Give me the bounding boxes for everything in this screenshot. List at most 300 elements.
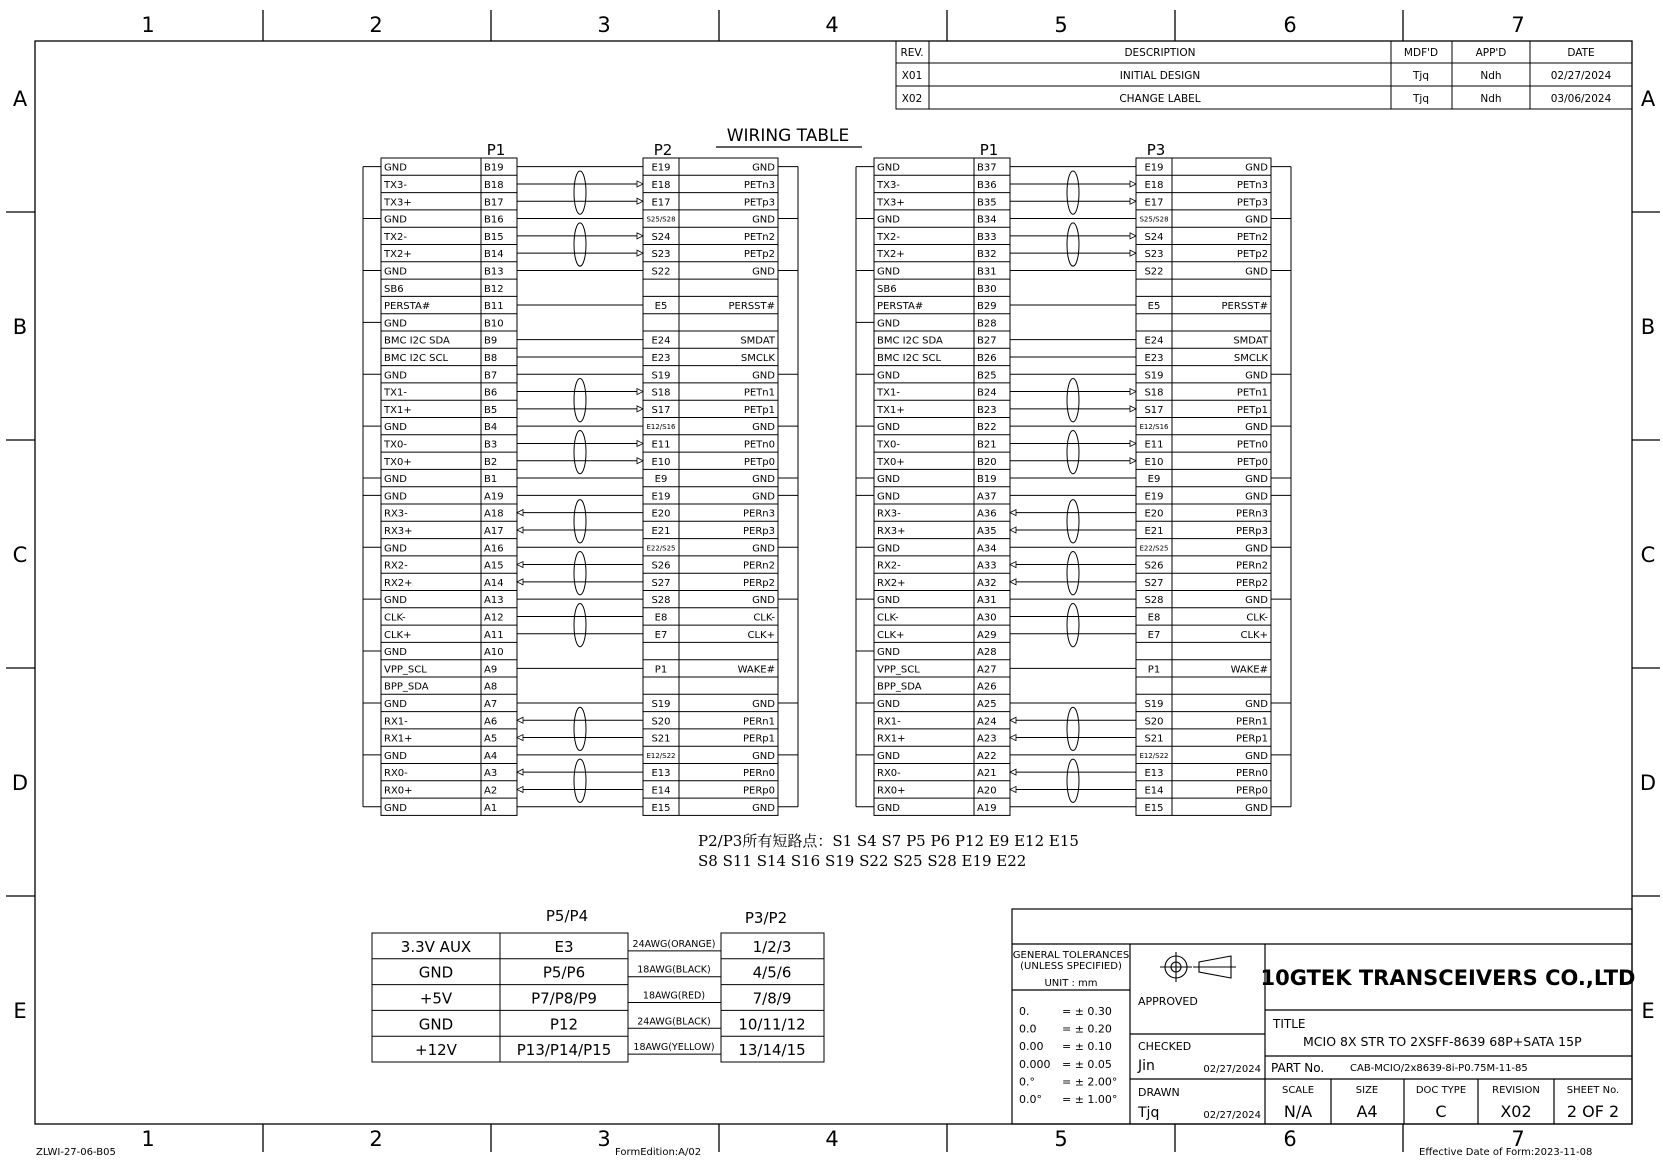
signal-arrow-icon xyxy=(637,250,643,256)
signal-label: RX0+ xyxy=(877,785,906,797)
connector-pin: S23 xyxy=(1144,249,1164,261)
tolerance-title-2: (UNLESS SPECIFIED) xyxy=(1020,961,1122,972)
connector-signal: GND xyxy=(752,698,775,710)
revision-cell: INITIAL DESIGN xyxy=(1119,70,1201,82)
revision-cell: X02 xyxy=(901,93,923,105)
connector-pin: E19 xyxy=(1144,162,1164,174)
power-signal: +5V xyxy=(419,989,453,1008)
signal-label: BPP_SDA xyxy=(877,681,922,693)
connector-pin: E17 xyxy=(1144,197,1164,209)
signal-label: RX1- xyxy=(877,716,901,728)
connector-signal: PETn3 xyxy=(1236,179,1268,191)
column-label-bottom: 7 xyxy=(1511,1127,1525,1151)
checked-date: 02/27/2024 xyxy=(1203,1064,1261,1075)
p1-pin: B7 xyxy=(484,370,498,382)
connector-signal: GND xyxy=(752,491,775,503)
connector-pin: S26 xyxy=(1144,560,1164,572)
p1-pin: A18 xyxy=(484,508,504,520)
connector-pin: E24 xyxy=(651,335,671,347)
signal-label: GND xyxy=(877,543,900,555)
connector-pin: S27 xyxy=(1144,577,1164,589)
signal-label: RX2+ xyxy=(384,577,413,589)
power-header-left: P5/P4 xyxy=(545,907,589,925)
row-label-right: A xyxy=(1640,87,1656,111)
signal-label: TX3- xyxy=(384,179,407,191)
twisted-pair-marker xyxy=(1067,379,1079,422)
connector-pin: E22/S25 xyxy=(646,544,676,553)
connector-signal: GND xyxy=(752,266,775,278)
p1-pin: A35 xyxy=(977,525,997,537)
connector-pin: S27 xyxy=(651,577,671,589)
p1-pin: A20 xyxy=(977,785,997,797)
twisted-pair-marker xyxy=(1067,759,1079,802)
p1-pin: A1 xyxy=(484,802,498,814)
connector-pin: E11 xyxy=(651,439,671,451)
p1-pin: A3 xyxy=(484,768,498,780)
power-pin: P5/P6 xyxy=(542,963,586,982)
signal-label: RX0- xyxy=(877,768,901,780)
p1-pin: A30 xyxy=(977,612,997,624)
connector-pin: S19 xyxy=(651,698,671,710)
connector-signal: GND xyxy=(1245,266,1268,278)
connector-pin: E10 xyxy=(1144,456,1164,468)
connector-pin: E18 xyxy=(1144,179,1164,191)
signal-label: RX0- xyxy=(384,768,408,780)
title-block-value: N/A xyxy=(1283,1102,1313,1121)
row-label-left: C xyxy=(12,543,28,567)
connector-pin: E24 xyxy=(1144,335,1164,347)
signal-label: BMC I2C SDA xyxy=(384,335,450,347)
wire-spec: 24AWG(ORANGE) xyxy=(632,938,716,950)
signal-label: BPP_SDA xyxy=(384,681,429,693)
connector-pin: E5 xyxy=(1147,301,1161,313)
signal-label: CLK- xyxy=(877,612,899,624)
p1-pin: A16 xyxy=(484,543,504,555)
connector-pin: P1 xyxy=(1147,664,1161,676)
drawn-by: Tjq xyxy=(1138,1105,1160,1121)
connector-pin: S22 xyxy=(1144,266,1164,278)
connector-signal: GND xyxy=(1245,370,1268,382)
p1-pin: A9 xyxy=(484,664,498,676)
signal-label: RX2- xyxy=(384,560,408,572)
tolerance-value: = ± 0.10 xyxy=(1062,1040,1112,1054)
p1-pin: B33 xyxy=(977,231,997,243)
tolerance-title-1: GENERAL TOLERANCES xyxy=(1012,950,1130,961)
part-no-value: CAB-MCIO/2x8639-8i-P0.75M-11-85 xyxy=(1350,1063,1528,1074)
signal-arrow-icon xyxy=(517,735,523,741)
connector-pin: S19 xyxy=(1144,370,1164,382)
connector-pin: E5 xyxy=(654,301,668,313)
power-destination: 7/8/9 xyxy=(752,989,792,1008)
signal-arrow-icon xyxy=(1130,440,1136,446)
signal-label: GND xyxy=(384,491,407,503)
p1-pin: B10 xyxy=(484,318,504,330)
signal-label: RX1+ xyxy=(384,733,413,745)
connector-signal: SMDAT xyxy=(740,335,775,347)
connector-signal: PERp0 xyxy=(1235,785,1268,797)
wiring-table-left xyxy=(363,158,798,815)
p1-pin: B26 xyxy=(977,352,997,364)
wire-spec: 18AWG(YELLOW) xyxy=(633,1042,715,1054)
row-label-left: D xyxy=(11,771,29,795)
effective-date: Effective Date of Form:2023-11-08 xyxy=(1419,1147,1593,1158)
p1-pin: B27 xyxy=(977,335,997,347)
row-label-right: E xyxy=(1641,999,1655,1023)
connector-signal: PERSST# xyxy=(728,301,775,313)
signal-label: TX1+ xyxy=(384,404,412,416)
connector-pin: E7 xyxy=(1147,629,1161,641)
connector-pin: E12/S16 xyxy=(1139,423,1169,432)
twisted-pair-marker xyxy=(574,500,586,543)
title-block-label: REVISION xyxy=(1492,1085,1540,1096)
twisted-pair-marker xyxy=(574,379,586,422)
p1-pin: A27 xyxy=(977,664,997,676)
wiring-table-right xyxy=(856,158,1291,815)
p1-pin: A21 xyxy=(977,768,997,780)
signal-label: GND xyxy=(877,491,900,503)
p1-pin: A5 xyxy=(484,733,498,745)
connector-signal: PERn2 xyxy=(743,560,775,572)
wiring-grid xyxy=(363,158,798,815)
connector-pin: E13 xyxy=(1144,768,1164,780)
connector-signal: CLK+ xyxy=(747,629,775,641)
revision-header: REV. xyxy=(900,47,924,59)
connector-pin: S26 xyxy=(651,560,671,572)
signal-label: GND xyxy=(877,370,900,382)
connector-signal: GND xyxy=(752,543,775,555)
revision-header: DATE xyxy=(1567,47,1595,59)
projection-symbol-icon xyxy=(1160,952,1236,982)
connector-signal: PERp3 xyxy=(1235,525,1268,537)
connector-signal: SMCLK xyxy=(1233,352,1268,364)
signal-arrow-icon xyxy=(1130,250,1136,256)
revision-cell: Tjq xyxy=(1413,93,1429,105)
signal-arrow-icon xyxy=(1010,769,1016,775)
column-label-bottom: 6 xyxy=(1283,1127,1297,1151)
column-labels-top xyxy=(141,13,1524,37)
connector-pin: S18 xyxy=(1144,387,1164,399)
connector-pin: E12/S22 xyxy=(1139,751,1169,760)
signal-label: SB6 xyxy=(384,283,404,295)
connector-signal: PERn0 xyxy=(743,768,775,780)
signal-label: TX2+ xyxy=(877,249,905,261)
power-destination: 1/2/3 xyxy=(752,937,792,956)
twisted-pair-marker xyxy=(574,430,586,473)
connector-pin: S28 xyxy=(1144,595,1164,607)
connector-signal: PETp1 xyxy=(1236,404,1268,416)
connector-signal: GND xyxy=(1245,543,1268,555)
p1-pin: A19 xyxy=(977,802,997,814)
connector-signal: GND xyxy=(1245,214,1268,226)
signal-label: GND xyxy=(877,647,900,659)
signal-arrow-icon xyxy=(1010,562,1016,568)
short-note-line1: P2/P3所有短路点：S1 S4 S7 P5 P6 P12 E9 E12 E15 xyxy=(698,832,1079,850)
signal-label: GND xyxy=(384,266,407,278)
signal-arrow-icon xyxy=(1130,198,1136,204)
title-label: TITLE xyxy=(1273,1017,1306,1031)
signal-arrow-icon xyxy=(517,769,523,775)
p1-pin: B30 xyxy=(977,283,997,295)
connector-signal: PERSST# xyxy=(1221,301,1268,313)
revision-cell: Tjq xyxy=(1413,70,1429,82)
signal-arrow-icon xyxy=(517,579,523,585)
signal-label: RX2- xyxy=(877,560,901,572)
connector-pin: E15 xyxy=(1144,802,1164,814)
signal-label: GND xyxy=(877,266,900,278)
right-p3-header: P3 xyxy=(1146,141,1166,159)
connector-signal: PERp1 xyxy=(742,733,775,745)
signal-arrow-icon xyxy=(637,406,643,412)
connector-signal: PETn2 xyxy=(1236,231,1268,243)
power-destination: 10/11/12 xyxy=(738,1015,806,1034)
connector-signal: CLK+ xyxy=(1240,629,1268,641)
connector-signal: GND xyxy=(1245,802,1268,814)
wire-spec: 18AWG(BLACK) xyxy=(637,964,711,976)
connector-pin: E12/S22 xyxy=(646,751,676,760)
twisted-pair-marker xyxy=(1067,223,1079,266)
connector-signal: SMDAT xyxy=(1233,335,1268,347)
wiring-title: WIRING TABLE xyxy=(726,126,850,146)
connector-pin: E8 xyxy=(654,612,668,624)
connector-pin: S21 xyxy=(651,733,671,745)
connector-signal: CLK- xyxy=(1246,612,1268,624)
revision-cell: Ndh xyxy=(1480,93,1502,105)
connector-signal: PETn1 xyxy=(1236,387,1268,399)
revision-cell: CHANGE LABEL xyxy=(1119,93,1201,105)
connector-signal: PERp3 xyxy=(742,525,775,537)
p1-pin: B1 xyxy=(484,474,498,486)
connector-signal: PERn2 xyxy=(1236,560,1268,572)
signal-label: GND xyxy=(384,214,407,226)
wire-spec: 24AWG(BLACK) xyxy=(637,1016,711,1028)
connector-signal: PETp3 xyxy=(743,197,775,209)
signal-label: RX0+ xyxy=(384,785,413,797)
signal-label: GND xyxy=(877,698,900,710)
signal-label: CLK+ xyxy=(877,629,905,641)
signal-label: GND xyxy=(384,595,407,607)
p1-pin: B28 xyxy=(977,318,997,330)
column-label-bottom: 1 xyxy=(141,1127,155,1151)
signal-label: VPP_SCL xyxy=(877,664,920,676)
signal-label: GND xyxy=(384,698,407,710)
p1-pin: B2 xyxy=(484,456,498,468)
power-pin: E3 xyxy=(554,937,574,956)
connector-signal: GND xyxy=(1245,491,1268,503)
connector-signal: PETp0 xyxy=(1236,456,1268,468)
company-name: 10GTEK TRANSCEIVERS CO.,LTD xyxy=(1260,966,1636,990)
p1-pin: A32 xyxy=(977,577,997,589)
twisted-pair-marker xyxy=(574,759,586,802)
connector-signal: PETn0 xyxy=(1236,439,1268,451)
p1-pin: B11 xyxy=(484,301,504,313)
twisted-pair-marker xyxy=(1067,552,1079,595)
p1-pin: B37 xyxy=(977,162,997,174)
p1-pin: A15 xyxy=(484,560,504,572)
signal-label: BMC I2C SCL xyxy=(877,352,942,364)
tolerance-precision: 0. xyxy=(1019,1005,1030,1018)
p1-pin: B9 xyxy=(484,335,498,347)
signal-label: GND xyxy=(877,595,900,607)
signal-label: GND xyxy=(384,370,407,382)
signal-label: RX3- xyxy=(877,508,901,520)
connector-pin: E8 xyxy=(1147,612,1161,624)
column-label-top: 6 xyxy=(1283,13,1297,37)
connector-pin: E12/S16 xyxy=(646,423,676,432)
connector-pin: E9 xyxy=(654,474,668,486)
twisted-pair-marker xyxy=(574,603,586,646)
column-label-bottom: 2 xyxy=(369,1127,383,1151)
connector-pin: S28 xyxy=(651,595,671,607)
p1-pin: B18 xyxy=(484,179,504,191)
connector-pin: S18 xyxy=(651,387,671,399)
p1-pin: B14 xyxy=(484,249,504,261)
signal-label: GND xyxy=(384,162,407,174)
signal-label: GND xyxy=(877,750,900,762)
p1-pin: A28 xyxy=(977,647,997,659)
signal-label: GND xyxy=(384,318,407,330)
row-labels xyxy=(12,87,1656,1023)
title-block-label: SIZE xyxy=(1355,1085,1379,1096)
title-block-value: X02 xyxy=(1500,1102,1532,1121)
signal-arrow-icon xyxy=(1010,717,1016,723)
connector-pin: E18 xyxy=(651,179,671,191)
connector-signal: GND xyxy=(752,370,775,382)
drawing-title: MCIO 8X STR TO 2XSFF-8639 68P+SATA 15P xyxy=(1303,1034,1582,1049)
signal-label: RX3+ xyxy=(877,525,906,537)
column-label-bottom: 3 xyxy=(597,1127,611,1151)
title-block-label: DOC TYPE xyxy=(1415,1085,1467,1096)
connector-pin: E9 xyxy=(1147,474,1161,486)
tolerance-value: = ± 0.30 xyxy=(1062,1005,1112,1018)
signal-label: GND xyxy=(384,543,407,555)
connector-pin: S24 xyxy=(651,231,671,243)
p1-pin: B24 xyxy=(977,387,997,399)
connector-pin: E17 xyxy=(651,197,671,209)
signal-label: TX3- xyxy=(877,179,900,191)
connector-signal: PERp2 xyxy=(1235,577,1268,589)
signal-label: PERSTA# xyxy=(877,301,924,313)
signal-arrow-icon xyxy=(1010,579,1016,585)
title-block-value: 2 OF 2 xyxy=(1566,1102,1620,1121)
signal-label: RX3- xyxy=(384,508,408,520)
signal-label: TX3+ xyxy=(877,197,905,209)
power-pin: P7/P8/P9 xyxy=(531,989,597,1008)
tolerance-precision: 0.0 xyxy=(1019,1022,1037,1036)
power-header-right: P3/P2 xyxy=(744,909,788,927)
connector-pin: S25/S28 xyxy=(1139,215,1169,224)
title-block-value: C xyxy=(1435,1102,1447,1121)
connector-pin: S20 xyxy=(1144,716,1164,728)
connector-pin: E11 xyxy=(1144,439,1164,451)
connector-pin: S22 xyxy=(651,266,671,278)
connector-pin: E19 xyxy=(1144,491,1164,503)
signal-label: TX2+ xyxy=(384,249,412,261)
column-labels-bottom xyxy=(141,1127,1524,1151)
power-signal: 3.3V AUX xyxy=(400,937,472,956)
signal-label: SB6 xyxy=(877,283,897,295)
p1-pin: B19 xyxy=(977,474,997,486)
p1-pin: B22 xyxy=(977,422,997,434)
signal-label: RX2+ xyxy=(877,577,906,589)
p1-pin: A26 xyxy=(977,681,997,693)
connector-signal: GND xyxy=(1245,698,1268,710)
p1-pin: A4 xyxy=(484,750,498,762)
p1-pin: B36 xyxy=(977,179,997,191)
connector-pin: S24 xyxy=(1144,231,1164,243)
p1-pin: A7 xyxy=(484,698,498,710)
connector-signal: GND xyxy=(1245,595,1268,607)
tolerance-value: = ± 1.00° xyxy=(1062,1093,1118,1106)
connector-pin: P1 xyxy=(654,664,668,676)
connector-signal: GND xyxy=(1245,422,1268,434)
row-label-left: B xyxy=(12,315,28,339)
signal-label: GND xyxy=(384,750,407,762)
p1-pin: B4 xyxy=(484,422,498,434)
connector-signal: SMCLK xyxy=(740,352,775,364)
p1-pin: B19 xyxy=(484,162,504,174)
connector-signal: GND xyxy=(752,474,775,486)
signal-label: RX1- xyxy=(384,716,408,728)
connector-pin: S19 xyxy=(651,370,671,382)
approved-label: APPROVED xyxy=(1138,995,1198,1008)
column-label-top: 4 xyxy=(825,13,839,37)
tolerance-list xyxy=(1019,1005,1117,1106)
twisted-pair-marker xyxy=(574,707,586,750)
connector-pin: E14 xyxy=(1144,785,1164,797)
p1-pin: A31 xyxy=(977,595,997,607)
title-block-label: SCALE xyxy=(1281,1085,1315,1096)
connector-signal: PERn1 xyxy=(1236,716,1268,728)
signal-arrow-icon xyxy=(637,440,643,446)
connector-signal: WAKE# xyxy=(1230,664,1268,676)
connector-pin: S17 xyxy=(651,404,671,416)
wiring-grid xyxy=(856,158,1291,815)
column-label-bottom: 5 xyxy=(1054,1127,1068,1151)
twisted-pair-marker xyxy=(1067,603,1079,646)
power-destination: 13/14/15 xyxy=(738,1041,806,1060)
signal-label: TX3+ xyxy=(384,197,412,209)
signal-label: BMC I2C SDA xyxy=(877,335,943,347)
signal-label: GND xyxy=(384,647,407,659)
connector-signal: GND xyxy=(752,214,775,226)
p1-pin: B16 xyxy=(484,214,504,226)
left-p2-header: P2 xyxy=(653,141,673,159)
twisted-pair-marker xyxy=(1067,430,1079,473)
p1-pin: A34 xyxy=(977,543,997,555)
p1-pin: B23 xyxy=(977,404,997,416)
drawn-label: DRAWN xyxy=(1138,1086,1180,1099)
row-label-right: B xyxy=(1640,315,1656,339)
row-label-right: D xyxy=(1639,771,1657,795)
signal-label: GND xyxy=(877,802,900,814)
connector-signal: GND xyxy=(752,422,775,434)
connector-signal: PETp1 xyxy=(743,404,775,416)
unit-label: UNIT : mm xyxy=(1044,978,1098,989)
connector-pin: E23 xyxy=(1144,352,1164,364)
connector-pin: E14 xyxy=(651,785,671,797)
signal-arrow-icon xyxy=(637,233,643,239)
connector-pin: S23 xyxy=(651,249,671,261)
p1-pin: A12 xyxy=(484,612,504,624)
p1-pin: B6 xyxy=(484,387,498,399)
signal-arrow-icon xyxy=(1130,389,1136,395)
connector-signal: PERn3 xyxy=(1236,508,1268,520)
p1-pin: B17 xyxy=(484,197,504,209)
connector-pin: E13 xyxy=(651,768,671,780)
connector-signal: PERp0 xyxy=(742,785,775,797)
tolerance-value: = ± 2.00° xyxy=(1062,1075,1118,1089)
signal-label: TX2- xyxy=(877,231,900,243)
